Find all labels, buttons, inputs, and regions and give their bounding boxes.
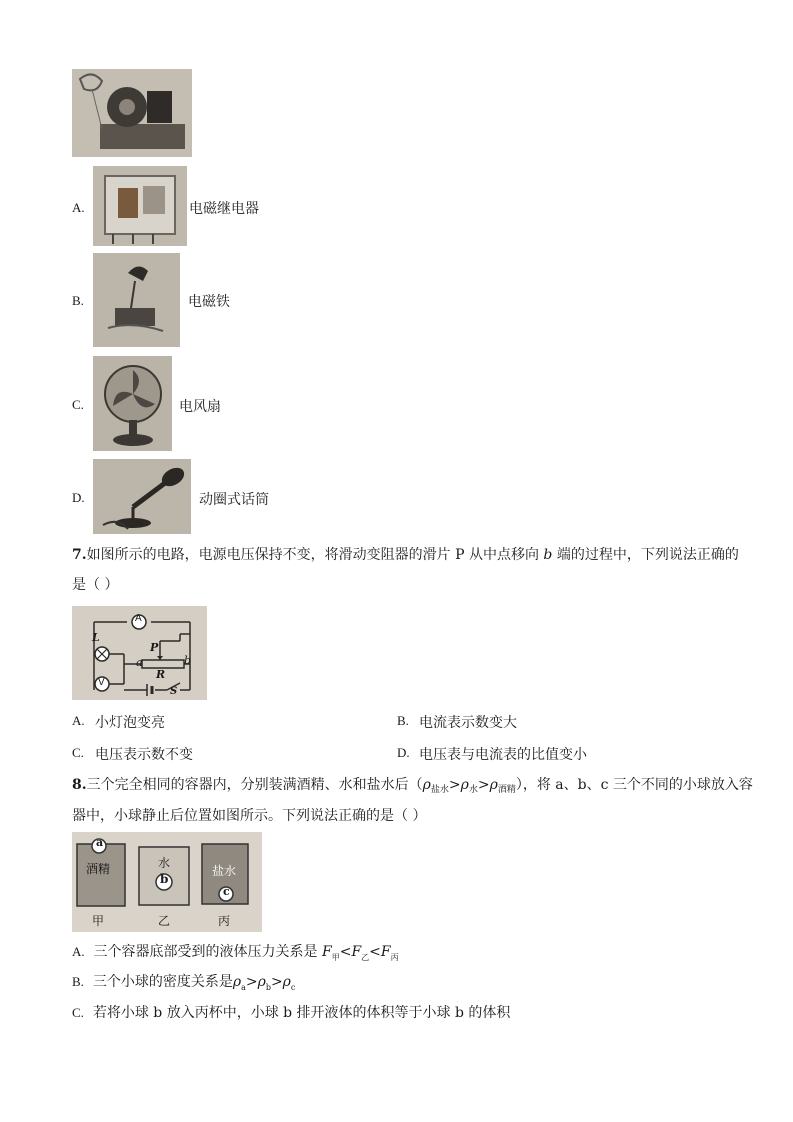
q7-stem-b: b: [543, 547, 553, 563]
q8-option-a-letter: A.: [72, 944, 85, 959]
q8-stem-part2: ），将 a、b、c 三个不同的小球放入容: [515, 777, 753, 793]
q7-stem-part2: 端的过程中，下列说法正确的: [556, 547, 739, 563]
container-1-ball: a: [96, 836, 104, 849]
rho-water-sub: 水: [468, 785, 478, 795]
container-1-label: 甲: [92, 914, 105, 928]
rho-symbol: ρ: [489, 777, 498, 793]
q6-option-b-letter: B.: [72, 293, 84, 308]
containers-figure: [72, 832, 262, 932]
q7-option-a-letter: A.: [72, 713, 85, 728]
q8-option-b-text: 三个小球的密度关系是: [92, 974, 233, 990]
rho-symbol: ρ: [232, 974, 242, 990]
q8-option-a: [72, 942, 399, 968]
q6-option-d-letter: D.: [72, 490, 85, 505]
end-b-label: b: [184, 654, 192, 667]
q7-option-c-letter: C.: [72, 745, 84, 760]
q8-option-c-letter: C.: [72, 1005, 84, 1020]
container-3-label: 丙: [218, 914, 231, 928]
resistor-label: R: [156, 668, 166, 681]
switch-label: S: [170, 686, 178, 697]
sub-a: a: [241, 983, 246, 992]
sub-bing: 丙: [390, 953, 399, 962]
container-3-ball: c: [223, 885, 230, 898]
q8-option-a-text: 三个容器底部受到的液体压力关系是: [93, 944, 318, 960]
lt-symbol: <: [339, 944, 352, 960]
q7-stem-line2: 是（ ）: [72, 577, 119, 593]
generator-photo: [72, 69, 192, 157]
q6-option-a-letter: A.: [72, 200, 85, 215]
container-2-label: 乙: [158, 914, 171, 928]
sub-c: c: [290, 983, 296, 992]
rho-symbol: ρ: [257, 974, 266, 990]
q6-option-c-text: 电风扇: [179, 399, 221, 415]
sub-b: b: [265, 983, 271, 992]
rho-symbol: ρ: [422, 777, 431, 793]
q8-option-c-text: 若将小球 b 放入丙杯中，小球 b 排开液体的体积等于小球 b 的体积: [92, 1005, 511, 1021]
q8-option-b: [72, 972, 295, 998]
container-1-liquid: 酒精: [86, 862, 111, 876]
force-symbol: F: [380, 944, 391, 960]
q6-option-a-text: 电磁继电器: [189, 201, 259, 217]
container-2-ball: b: [160, 872, 169, 886]
slider-label: P: [150, 641, 159, 654]
rho-symbol: ρ: [282, 974, 291, 990]
fan-photo: [93, 356, 172, 451]
q7-number: 7.: [72, 547, 87, 563]
gt-symbol: >: [448, 777, 461, 793]
q7-option-d-text: 电压表与电流表的比值变小: [419, 747, 587, 763]
q7-option-c-text: 电压表示数不变: [95, 747, 193, 763]
gt-symbol: >: [270, 974, 283, 990]
q7-option-b-letter: B.: [397, 713, 409, 728]
q7-option-d-letter: D.: [397, 745, 410, 760]
q8-option-c: [72, 1003, 510, 1023]
container-2-liquid: 水: [158, 856, 171, 870]
gt-symbol: >: [477, 777, 490, 793]
q6-option-b-text: 电磁铁: [188, 294, 230, 310]
electromagnet-photo: [93, 253, 180, 347]
force-symbol: F: [351, 944, 362, 960]
q6-option-d-text: 动圈式话筒: [199, 492, 269, 508]
sub-yi: 乙: [361, 953, 370, 962]
lt-symbol: <: [369, 944, 381, 960]
q8-stem-line1: [72, 775, 753, 800]
circuit-figure: [72, 606, 207, 700]
microphone-photo: [93, 459, 191, 534]
q8-stem-line2: 器中，小球静止后位置如图所示。下列说法正确的是（ ）: [72, 808, 427, 824]
relay-photo: [93, 166, 187, 246]
force-symbol: F: [322, 944, 332, 960]
q8-option-b-letter: B.: [72, 974, 84, 989]
voltmeter-label: V: [98, 677, 105, 688]
q7-option-b-text: 电流表示数变大: [419, 715, 517, 731]
q8-stem-part1: 三个完全相同的容器内，分别装满酒精、水和盐水后（: [86, 777, 423, 793]
container-3-liquid: 盐水: [212, 864, 237, 878]
q7-stem-line1: [72, 545, 739, 565]
rho-alcohol-sub: 酒精: [497, 785, 516, 795]
q8-number: 8.: [72, 777, 87, 793]
sub-jia: 甲: [331, 953, 340, 962]
gt-symbol: >: [245, 974, 258, 990]
q7-stem-part1: 如图所示的电路，电源电压保持不变，将滑动变阻器的滑片 P 从中点移向: [86, 547, 539, 563]
q6-option-c-letter: C.: [72, 397, 84, 412]
lamp-label: L: [92, 631, 100, 644]
end-a-label: a: [136, 656, 143, 669]
rho-symbol: ρ: [460, 777, 469, 793]
q7-option-a-text: 小灯泡变亮: [95, 715, 165, 731]
rho-salt-sub: 盐水: [430, 785, 449, 795]
ammeter-label: A: [135, 613, 142, 624]
